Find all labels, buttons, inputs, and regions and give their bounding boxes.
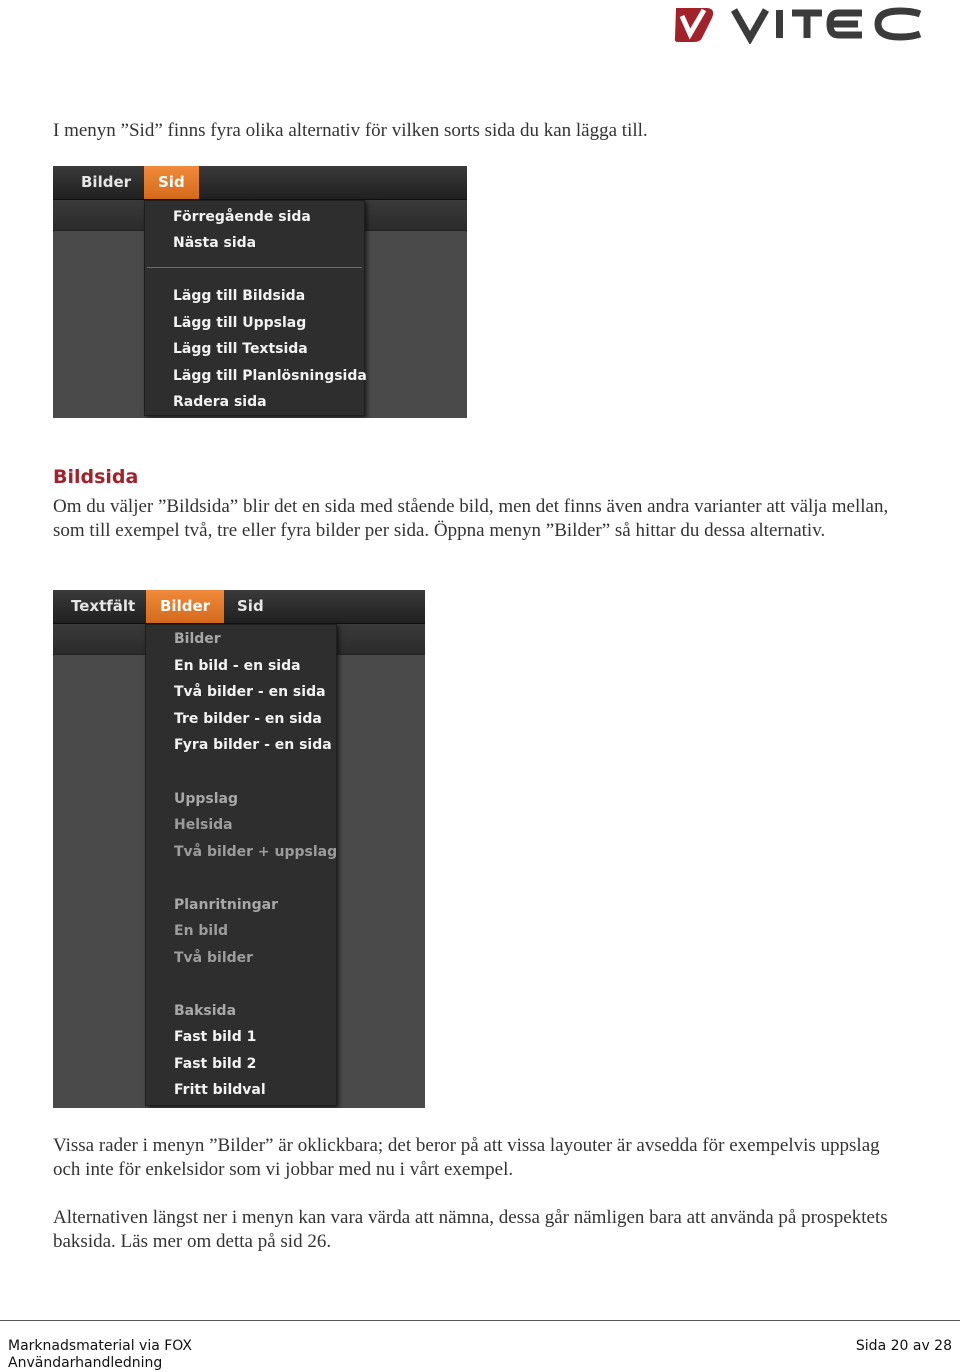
menu-bar xyxy=(53,166,467,200)
menu-group-header-uppslag: Uppslag xyxy=(174,791,239,807)
bilder-menu-screenshot xyxy=(53,590,425,1108)
tab-bilder[interactable]: Bilder xyxy=(81,173,132,191)
menu-item-fixed-image-2[interactable]: Fast bild 2 xyxy=(174,1056,257,1072)
menu-item-full-page-disabled: Helsida xyxy=(174,817,233,833)
clickable-note-paragraph: Vissa rader i menyn ”Bilder” är oklickbara; det beror på att vissa layouter är avsedda för exempelvis uppslag och inte för enkelsidor som vi jobbar med nu i vårt exempel. xyxy=(53,1135,880,1180)
vitec-logo-graphic xyxy=(672,4,924,44)
menu-item-two-images-one-page[interactable]: Två bilder - en sida xyxy=(174,684,326,700)
menu-item-add-spread[interactable]: Lägg till Uppslag xyxy=(173,315,307,331)
bildsida-paragraph: Om du väljer ”Bildsida” blir det en sida med stående bild, men det finns även andra varianter att välja mellan, som till exempel två, tre eller fyra bilder per sida. Öppna menyn ”Bilder” så hittar du dessa alternativ. xyxy=(53,496,889,541)
sid-dropdown-menu xyxy=(144,200,365,416)
menu-item-next-page[interactable]: Nästa sida xyxy=(173,235,257,251)
menu-item-delete-page[interactable]: Radera sida xyxy=(173,394,267,410)
menu-item-four-images-one-page[interactable]: Fyra bilder - en sida xyxy=(174,737,332,753)
menu-item-add-image-page[interactable]: Lägg till Bildsida xyxy=(173,288,306,304)
footer-page-number: Sida 20 av 28 xyxy=(855,1338,952,1354)
menu-item-three-images-one-page[interactable]: Tre bilder - en sida xyxy=(174,711,322,727)
menu-item-fixed-image-1[interactable]: Fast bild 1 xyxy=(174,1029,257,1045)
section-heading-bildsida: Bildsida xyxy=(53,466,139,488)
footer-title: Marknadsmaterial via FOX xyxy=(8,1338,193,1354)
menu-item-two-images-disabled: Två bilder xyxy=(174,950,254,966)
menu-item-one-image-disabled: En bild xyxy=(174,923,229,939)
menu-item-previous-page[interactable]: Förregående sida xyxy=(173,209,311,225)
last-options-paragraph: Alternativen längst ner i menyn kan vara värda att nämna, dessa går nämligen bara att använda på prospektets baksida. Läs mer om detta på sid 26. xyxy=(53,1207,888,1252)
menu-item-add-floorplan-page[interactable]: Lägg till Planlösningsida xyxy=(173,368,367,384)
sid-menu-screenshot xyxy=(53,166,467,418)
tab-bilder[interactable]: Bilder xyxy=(146,590,224,623)
menu-separator xyxy=(147,267,362,268)
menu-item-two-images-spread-disabled: Två bilder + uppslag xyxy=(174,844,338,860)
menu-group-header-baksida: Baksida xyxy=(174,1003,237,1019)
menu-group-header-bilder: Bilder xyxy=(174,631,221,647)
menu-bar xyxy=(53,590,425,624)
menu-item-free-image-choice[interactable]: Fritt bildval xyxy=(174,1082,266,1098)
bilder-dropdown-menu xyxy=(145,624,337,1106)
tab-sid[interactable]: Sid xyxy=(144,166,199,199)
menu-item-one-image-one-page[interactable]: En bild - en sida xyxy=(174,658,301,674)
tab-sid[interactable]: Sid xyxy=(237,597,264,615)
tab-textfalt[interactable]: Textfält xyxy=(71,597,136,615)
footer-subtitle: Användarhandledning xyxy=(8,1355,163,1371)
menu-group-header-planritningar: Planritningar xyxy=(174,897,278,913)
intro-paragraph: I menyn ”Sid” finns fyra olika alternativ för vilken sorts sida du kan lägga till. xyxy=(53,120,648,141)
vitec-logo xyxy=(672,4,924,44)
footer-left xyxy=(8,1338,192,1372)
footer-divider xyxy=(0,1320,960,1321)
menu-item-add-text-page[interactable]: Lägg till Textsida xyxy=(173,341,308,357)
